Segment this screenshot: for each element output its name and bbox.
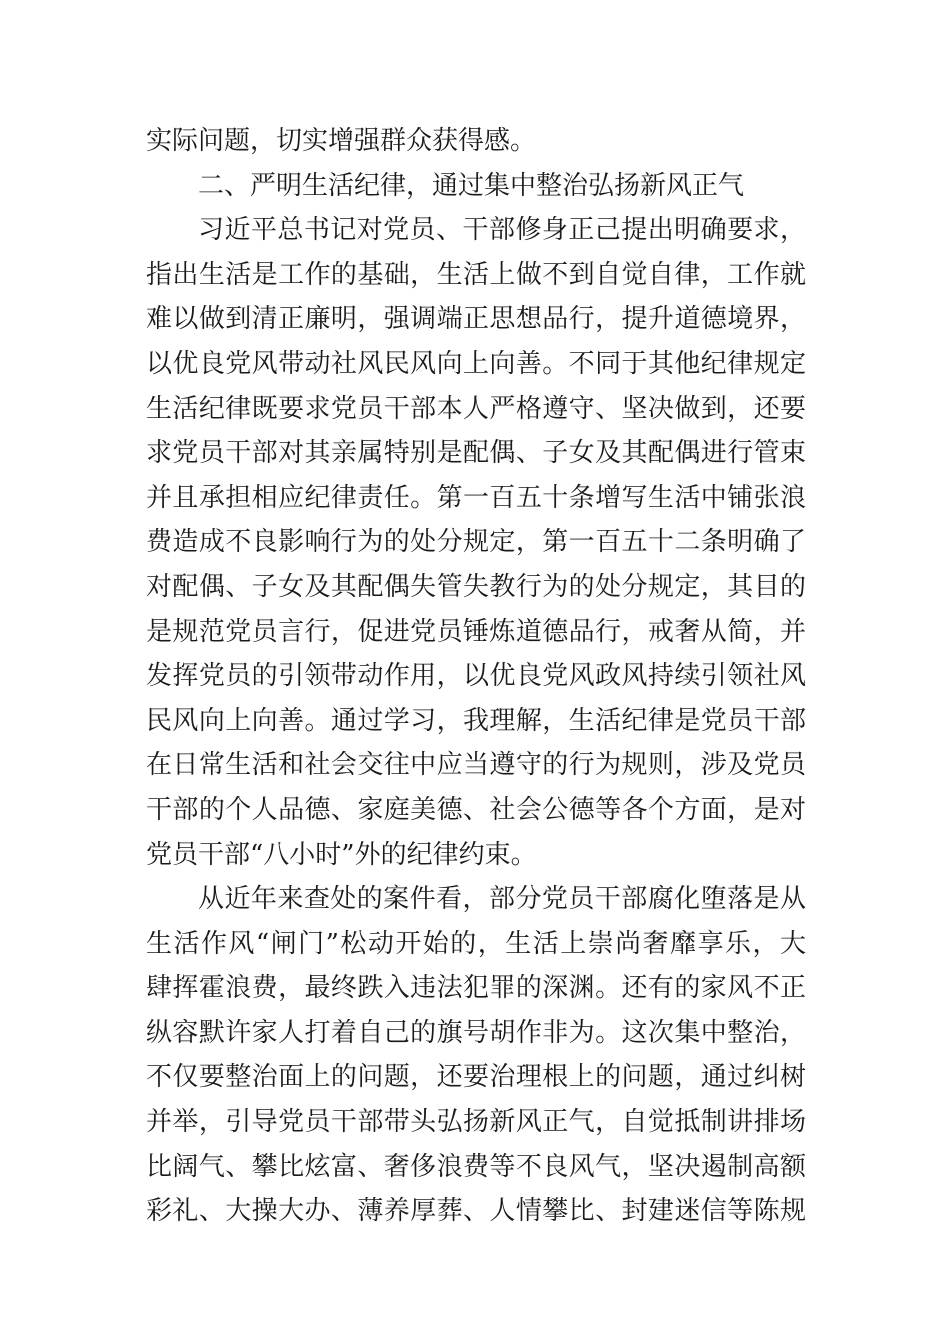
text-line: 指出生活是工作的基础，生活上做不到自觉自律，工作就 bbox=[146, 259, 806, 290]
text-line: 纵容默许家人打着自己的旗号胡作非为。这次集中整治， bbox=[146, 1017, 806, 1048]
text-line: 实际问题，切实增强群众获得感。 bbox=[146, 126, 537, 156]
text-line: 并且承担相应纪律责任。第一百五十条增写生活中铺张浪 bbox=[146, 482, 806, 513]
text-line: 在日常生活和社会交往中应当遵守的行为规则，涉及党员 bbox=[146, 750, 806, 781]
text-line: 党员干部“八小时”外的纪律约束。 bbox=[146, 839, 537, 870]
text-line: 从近年来查处的案件看，部分党员干部腐化堕落是从 bbox=[198, 884, 806, 915]
text-line: 对配偶、子女及其配偶失管失教行为的处分规定，其目的 bbox=[146, 571, 806, 602]
text-line: 发挥党员的引领带动作用，以优良党风政风持续引领社风 bbox=[146, 661, 806, 692]
text-line: 并举，引导党员干部带头弘扬新风正气，自觉抵制讲排场 bbox=[146, 1107, 806, 1138]
text-line: 习近平总书记对党员、干部修身正己提出明确要求， bbox=[198, 215, 806, 246]
text-line: 比阔气、攀比炫富、奢侈浪费等不良风气，坚决遏制高额 bbox=[146, 1151, 806, 1182]
text-line: 是规范党员言行，促进党员锤炼道德品行，戒奢从简，并 bbox=[146, 616, 806, 647]
text-line: 生活纪律既要求党员干部本人严格遵守、坚决做到，还要 bbox=[146, 393, 806, 424]
text-line: 干部的个人品德、家庭美德、社会公德等各个方面，是对 bbox=[146, 794, 806, 825]
body-text bbox=[146, 119, 806, 1234]
text-line: 费造成不良影响行为的处分规定，第一百五十二条明确了 bbox=[146, 527, 806, 558]
section-heading: 二、严明生活纪律，通过集中整治弘扬新风正气 bbox=[198, 170, 745, 201]
text-line: 求党员干部对其亲属特别是配偶、子女及其配偶进行管束 bbox=[146, 438, 806, 469]
text-line: 生活作风“闸门”松动开始的，生活上崇尚奢靡享乐，大 bbox=[146, 928, 806, 959]
text-line: 彩礼、大操大办、薄养厚葬、人情攀比、封建迷信等陈规 bbox=[146, 1196, 806, 1227]
text-line: 难以做到清正廉明，强调端正思想品行，提升道德境界， bbox=[146, 304, 806, 335]
text-line: 不仅要整治面上的问题，还要治理根上的问题，通过纠树 bbox=[146, 1062, 806, 1093]
text-line: 民风向上向善。通过学习，我理解，生活纪律是党员干部 bbox=[146, 705, 806, 736]
text-line: 以优良党风带动社风民风向上向善。不同于其他纪律规定 bbox=[146, 348, 806, 379]
text-line: 肆挥霍浪费，最终跌入违法犯罪的深渊。还有的家风不正 bbox=[146, 973, 806, 1004]
